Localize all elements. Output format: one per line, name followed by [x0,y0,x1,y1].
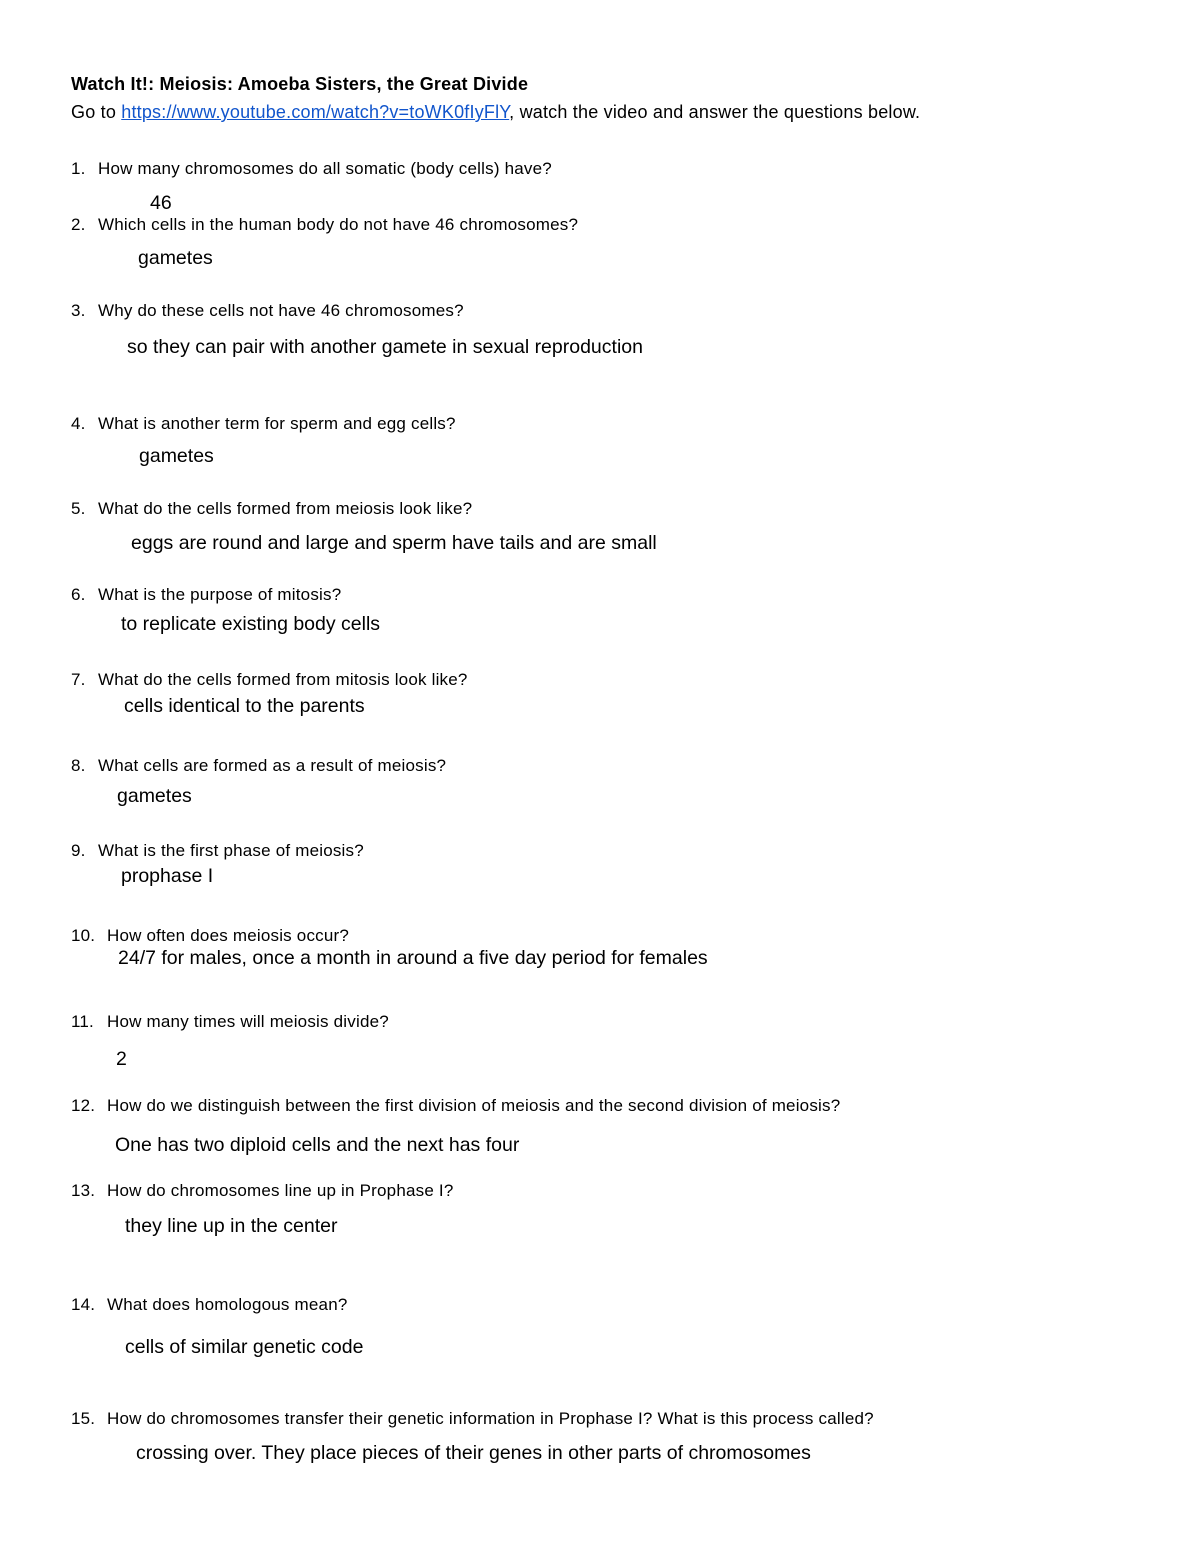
question-text: What do the cells formed from mitosis look like? [98,670,468,689]
answer-3: so they can pair with another gamete in sexual reproduction [127,336,643,358]
question-number: 2. [71,215,86,234]
answer-12: One has two diploid cells and the next has four [115,1134,520,1156]
question-15 [71,1409,874,1429]
question-4 [71,414,456,434]
instructions [71,102,920,123]
question-7 [71,670,468,690]
answer-9: prophase I [121,865,214,887]
answer-4: gametes [139,445,214,467]
question-text: How many times will meiosis divide? [107,1012,389,1031]
question-text: How do chromosomes line up in Prophase I? [107,1181,454,1200]
question-text: What do the cells formed from meiosis look like? [98,499,473,518]
answer-14: cells of similar genetic code [125,1336,364,1358]
answer-1: 46 [150,192,172,214]
question-text: What is the first phase of meiosis? [98,841,364,860]
question-number: 9. [71,841,86,860]
answer-15: crossing over. They place pieces of their genes in other parts of chromosomes [136,1442,811,1464]
question-text: Why do these cells not have 46 chromosomes? [98,301,464,320]
question-text: How many chromosomes do all somatic (body cells) have? [98,159,552,178]
answer-10: 24/7 for males, once a month in around a five day period for females [118,947,708,969]
question-number: 5. [71,499,86,518]
video-link[interactable]: https://www.youtube.com/watch?v=toWK0fIyFlY [121,102,510,122]
question-number: 7. [71,670,86,689]
question-number: 15. [71,1409,96,1428]
question-number: 10. [71,926,96,945]
question-14 [71,1295,348,1315]
question-2 [71,215,578,235]
question-13 [71,1181,454,1201]
answer-5: eggs are round and large and sperm have tails and are small [131,532,657,554]
question-10 [71,926,349,946]
question-number: 14. [71,1295,96,1314]
question-text: How often does meiosis occur? [107,926,350,945]
question-text: What is another term for sperm and egg cells? [98,414,456,433]
question-number: 8. [71,756,86,775]
question-text: What does homologous mean? [107,1295,348,1314]
question-number: 6. [71,585,86,604]
page-title: Watch It!: Meiosis: Amoeba Sisters, the Great Divide [71,74,529,94]
question-text: How do chromosomes transfer their genetic information in Prophase I? What is this process called? [107,1409,874,1428]
question-text: Which cells in the human body do not have 46 chromosomes? [98,215,579,234]
question-5 [71,499,472,519]
question-6 [71,585,341,605]
instructions-prefix: Go to [71,102,122,122]
question-number: 4. [71,414,86,433]
question-8 [71,756,446,776]
answer-2: gametes [138,247,213,269]
question-9 [71,841,364,861]
question-12 [71,1096,840,1116]
question-text: What cells are formed as a result of meiosis? [98,756,447,775]
answer-13: they line up in the center [125,1215,338,1237]
question-number: 11. [71,1012,94,1031]
question-11 [71,1012,389,1032]
question-number: 1. [71,159,86,178]
instructions-suffix: , watch the video and answer the questions below. [509,102,921,122]
answer-11: 2 [116,1048,127,1070]
question-number: 12. [71,1096,96,1115]
answer-7: cells identical to the parents [124,695,365,717]
question-number: 13. [71,1181,96,1200]
answer-8: gametes [117,785,192,807]
question-text: What is the purpose of mitosis? [98,585,342,604]
question-number: 3. [71,301,86,320]
question-3 [71,301,464,321]
answer-6: to replicate existing body cells [121,613,381,635]
question-text: How do we distinguish between the first division of meiosis and the second division of meiosis? [107,1096,841,1115]
question-1 [71,159,552,179]
